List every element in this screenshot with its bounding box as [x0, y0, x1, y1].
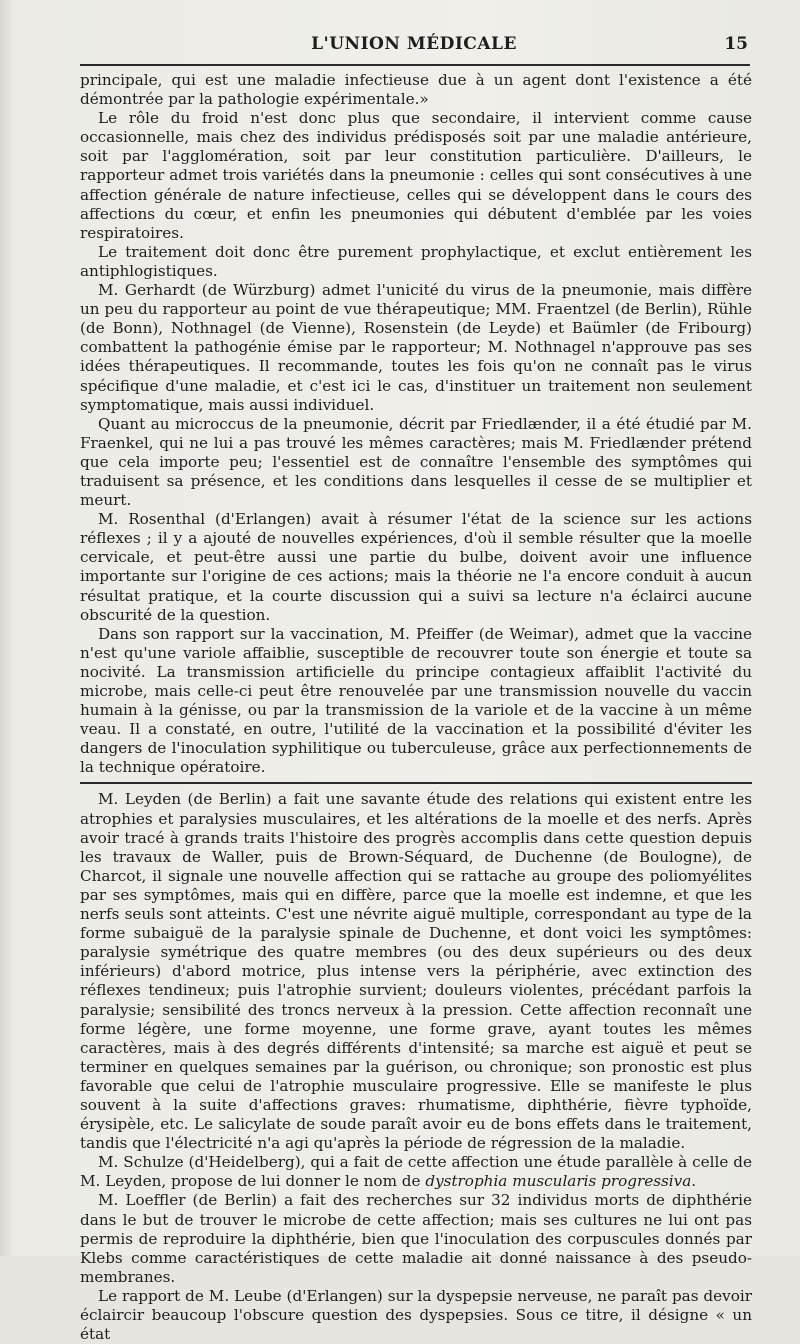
header-rule	[80, 64, 750, 66]
italic-term: dystrophia muscularis progressiva	[425, 1172, 692, 1191]
body-text	[80, 71, 752, 1344]
page-header	[80, 34, 748, 60]
paragraph: Dans son rapport sur la vaccination, M. Pfeiffer (de Weimar), admet que la vaccine n'est qu'une variole affaiblie, susceptible de recouvrer toute son énergie et toute sa nocivité. La transmission artificielle du principe contagieux affaiblit l'activité du microbe, mais celle-ci peut être renouvelée par une transmission nouvelle du vaccin humain à la génisse, ou par la transmission de la variole et de la vaccine à un même veau. Il a constaté, en outre, l'utilité de la vaccination et la possibilité d'éviter les dangers de l'inoculation syphilitique ou tuberculeuse, grâce aux perfectionnements de la technique opératoire.	[80, 624, 752, 777]
paragraph-schulze	[80, 1153, 752, 1191]
paragraph-end: .	[691, 1172, 697, 1191]
paragraph: Quant au microccus de la pneumonie, décrit par Friedlænder, il a été étudié par M. Fraenkel, qui ne lui a pas trouvé les mêmes caractères; mais M. Friedlænder prétend que cela importe peu; l'essentiel est de connaître l'ensemble des symptômes qui traduisent sa présence, et les conditions dans lesquelles il cesse de se multiplier et meurt.	[80, 414, 752, 510]
paragraph: Le rapport de M. Leube (d'Erlangen) sur la dyspepsie nerveuse, ne paraît pas devoir éclaircir beaucoup l'obscure question des dyspepsies. Sous ce titre, il désigne « un état	[80, 1286, 752, 1344]
paragraph: M. Gerhardt (de Würzburg) admet l'unicité du virus de la pneumonie, mais diffère un peu du rapporteur au point de vue thérapeutique; MM. Fraentzel (de Berlin), Rühle (de Bonn), Nothnagel (de Vienne), Rosenstein (de Leyde) et Baümler (de Fribourg) combattent la pathogénie émise par le rapporteur; M. Nothnagel n'approuve pas ses idées thérapeutiques. Il recommande, toutes les fois qu'on ne connaît pas le virus spécifique d'une maladie, et c'est ici le cas, d'instituer un traitement non seulement symptomatique, mais aussi individuel.	[80, 281, 752, 414]
paragraph: M. Leyden (de Berlin) a fait une savante étude des relations qui existent entre les atrophies et paralysies musculaires, et les altérations de la moelle et des nerfs. Après avoir tracé à grands traits l'histoire des progrès accomplis dans cette question depuis les travaux de Waller, puis de Brown-Séquard, de Duchenne (de Boulogne), de Charcot, il signale une nouvelle affection qui se rattache au groupe des poliomyélites par ses symptômes, mais qui en diffère, parce que la moelle est indemne, et que les nerfs seuls sont atteints. C'est une névrite aiguë multiple, correspondant au type de la forme subaiguë de la paralysie spinale de Duchenne, et dont voici les symptômes: paralysie symétrique des quatre membres (ou des deux supérieurs ou des deux inférieurs) d'abord motrice, plus intense vers la périphérie, avec extinction des réflexes tendineux; puis l'atrophie survient; douleurs violentes, précédant parfois la paralysie; sensibilité des troncs nerveux à la pression. Cette affection reconnaît une forme légère, une forme moyenne, une forme grave, ayant toutes les mêmes caractères, mais à des degrés différents d'intensité; sa marche est aiguë et peut se terminer en quelques semaines par la guérison, ou chronique; son pronostic est plus favorable que celui de l'atrophie musculaire progressive. Elle se manifeste le plus souvent à la suite d'affections graves: rhumatisme, diphthérie, fièvre typhoïde, érysipèle, etc. Le salicylate de soude paraît avoir eu de bons effets dans le traitement, tandis que l'électricité n'a agi qu'après la période de régression de la maladie.	[80, 790, 752, 1153]
paragraph: Le traitement doit donc être purement prophylactique, et exclut entièrement les antiphlogistiques.	[80, 242, 752, 280]
paragraph: M. Rosenthal (d'Erlangen) avait à résumer l'état de la science sur les actions réflexes ; il y a ajouté de nouvelles expériences, d'où il semble résulter que la moelle cervicale, et peut-être aussi une partie du bulbe, doivent avoir une influence importante sur l'origine de ces actions; mais la théorie ne l'a encore conduit à aucun résultat pratique, et la courte discussion qui a suivi sa lecture n'a éclairci aucune obscurité de la question.	[80, 510, 752, 624]
paragraph: Le rôle du froid n'est donc plus que secondaire, il intervient comme cause occasionnelle, mais chez des individus prédisposés soit par une maladie antérieure, soit par l'agglomération, soit par leur constitution particulière. D'ailleurs, le rapporteur admet trois variétés dans la pneumonie : celles qui sont consécutives à une affection générale de nature infectieuse, celles qui se développent dans le cours des affections du cœur, et enfin les pneumonies qui débutent d'emblée par les voies respiratoires.	[80, 109, 752, 242]
paragraph: principale, qui est une maladie infectieuse due à un agent dont l'existence a été démontrée par la pathologie expérimentale.»	[80, 71, 752, 109]
section-rule	[80, 782, 752, 784]
paragraph: M. Loeffler (de Berlin) a fait des recherches sur 32 individus morts de diphthérie dans le but de trouver le microbe de cette affection; mais ses cultures ne lui ont pas permis de reproduire la diphthérie, bien que l'inoculation des corpuscules donnés par Klebs comme caractéristiques de cette maladie ait donné naissance à des pseudo-membranes.	[80, 1191, 752, 1286]
page-number: 15	[724, 34, 748, 54]
running-title: L'UNION MÉDICALE	[311, 34, 517, 54]
paragraph-text: M. Schulze (d'Heidelberg), qui a fait de cette affection une étude parallèle à celle de M. Leyden, propose de lui donner le nom de	[80, 1153, 752, 1191]
